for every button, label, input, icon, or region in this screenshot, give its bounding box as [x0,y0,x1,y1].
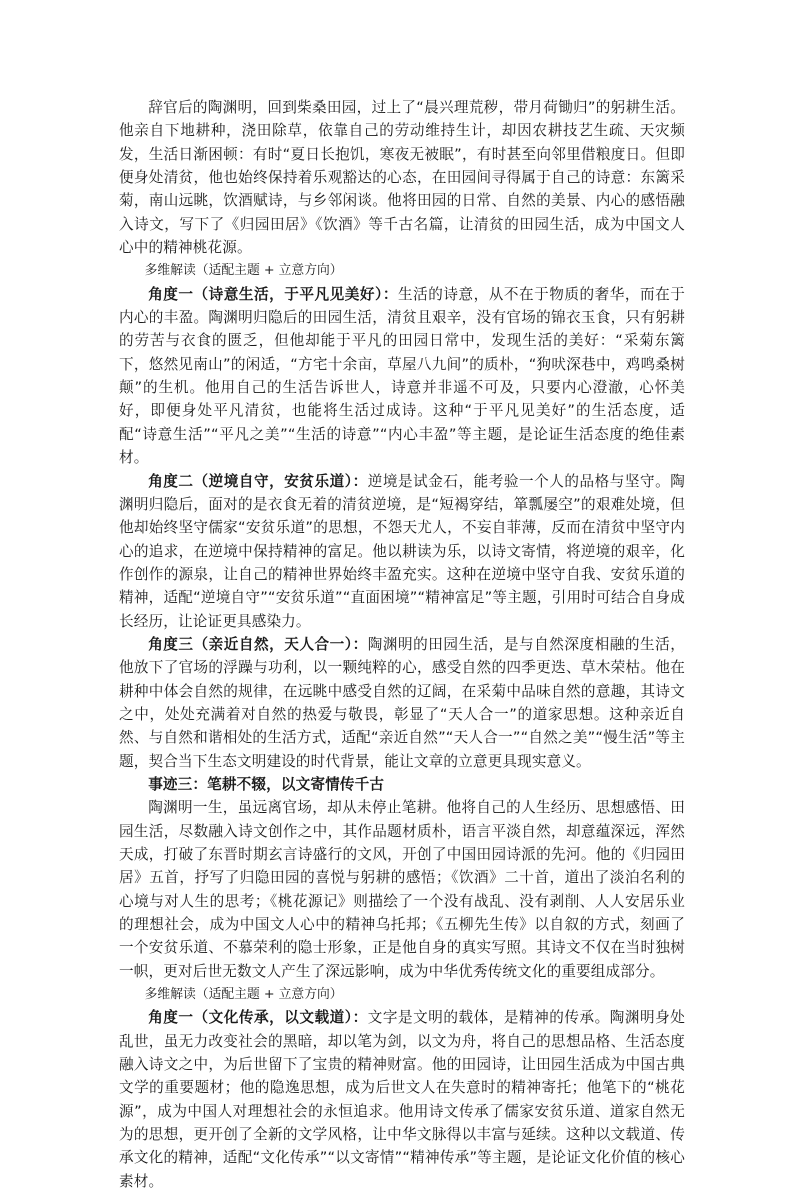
angle-text: 生活的诗意，从不在于物质的奢华，而在于内心的丰盈。陶渊明归隐后的田园生活，清贫且艰辛，没有官场的锦衣玉食，只有躬耕的劳苦与衣食的匮乏，但他却能于平凡的田园日常中，发现生活的美好：“采菊东篱下，悠然见南山”的闲适，“方宅十余亩，草屋八九间”的质朴，“狗吠深巷中，鸡鸣桑树颠”的生机。他用自己的生活告诉世人，诗意并非遥不可及，只要内心澄澈，心怀美好，即便身处平凡清贫，也能将生活过成诗。这种“于平凡见美好”的生活态度，适配“诗意生活”“平凡之美”“生活的诗意”“内心丰盈”等主题，是论证生活态度的绝佳素材。 [119,285,685,467]
document-page [119,96,685,1193]
story-subheading: 事迹三：笔耕不辍，以文寄情传千古 [148,775,385,793]
section-heading-interpretation: 多维解读（适配主题 + 立意方向） [144,987,343,1003]
section-heading-interpretation: 多维解读（适配主题 + 立意方向） [144,263,343,279]
angle-paragraph [119,633,685,773]
angle-text: 陶渊明的田园生活，是与自然深度相融的生活，他放下了官场的浮躁与功利，以一颗纯粹的心，感受自然的四季更迭、草木荣枯。他在耕种中体会自然的规律，在远眺中感受自然的辽阔，在采菊中品味自然的意趣，其诗文之中，处处充满着对自然的热爱与敬畏，彰显了“天人合一”的道家思想。这种亲近自然、与自然和谐相处的生活方式，适配“亲近自然”“天人合一”“自然之美”“慢生活”等主题，契合当下生态文明建设的时代背景，能让文章的立意更具现实意义。 [119,635,686,770]
angle-label: 角度三（亲近自然，天人合一）： [148,635,368,653]
angle-text: 文字是文明的载体，是精神的传承。陶渊明身处乱世，虽无力改变社会的黑暗，却以笔为剑，以文为舟，将自己的思想品格、生活态度融入诗文之中，为后世留下了宝贵的精神财富。他的田园诗，让田园生活成为中国古典文学的重要题材；他的隐逸思想，成为后世文人在失意时的精神寄托；他笔下的“桃花源”，成为中国人对理想社会的永恒追求。他用诗文传承了儒家安贫乐道、道家自然无为的思想，更开创了全新的文学风格，让中华文脉得以丰富与延续。这种以文载道、传承文化的精神，适配“文化传承”“以文寄情”“精神传承”等主题，是论证文化价值的核心素材。 [119,1009,686,1190]
angle-paragraph [119,470,685,633]
angle-paragraph [119,283,685,470]
angle-label: 角度一（文化传承，以文载道）： [148,1009,368,1027]
paragraph-writing-career: 陶渊明一生，虽远离官场，却从未停止笔耕。他将自己的人生经历、思想感悟、田园生活，尽数融入诗文创作之中，其作品题材质朴，语言平淡自然，却意蕴深远，浑然天成，打破了东晋时期玄言诗盛行的文风，开创了中国田园诗派的先河。他的《归园田居》五首，抒写了归隐田园的喜悦与躬耕的感悟；《饮酒》二十首，道出了淡泊名利的心境与对人生的思考；《桃花源记》则描绘了一个没有战乱、没有剥削、人人安居乐业的理想社会，成为中国文人心中的精神乌托邦；《五柳先生传》以自叙的方式，刻画了一个安贫乐道、不慕荣利的隐士形象，正是他自身的真实写照。其诗文不仅在当时独树一帜，更对后世无数文人产生了深远影响，成为中华优秀传统文化的重要组成部分。 [119,799,685,980]
angle-label: 角度一（诗意生活，于平凡见美好）： [148,285,398,303]
angle-label: 角度二（逆境自守，安贫乐道）： [148,472,368,490]
angle-text: 逆境是试金石，能考验一个人的品格与坚守。陶渊明归隐后，面对的是衣食无着的清贫逆境，是“短褐穿结，箪瓢屡空”的艰难处境，但他却始终坚守儒家“安贫乐道”的思想，不怨天尤人，不妄自菲薄，反而在清贫中坚守内心的追求，在逆境中保持精神的富足。他以耕读为乐，以诗文寄情，将逆境的艰辛，化作创作的源泉，让自己的精神世界始终丰盈充实。这种在逆境中坚守自我、安贫乐道的精神，适配“逆境自守”“安贫乐道”“直面困境”“精神富足”等主题，引用时可结合自身成长经历，让论证更具感染力。 [119,472,686,630]
paragraph-retirement-life: 辞官后的陶渊明，回到柴桑田园，过上了“晨兴理荒秽，带月荷锄归”的躬耕生活。他亲自下地耕种，浇田除草，依靠自己的劳动维持生计，却因农耕技艺生疏、天灾频发，生活日渐困顿：有时“夏日长抱饥，寒夜无被眠”，有时甚至向邻里借粮度日。但即便身处清贫，他也始终保持着乐观豁达的心态，在田园间寻得属于自己的诗意：东篱采菊，南山远眺，饮酒赋诗，与乡邻闲谈。他将田园的日常、自然的美景、内心的感悟融入诗文，写下了《归园田居》《饮酒》等千古名篇，让清贫的田园生活，成为中国文人心中的精神桃花源。 [119,99,685,257]
angle-paragraph [119,1006,685,1193]
